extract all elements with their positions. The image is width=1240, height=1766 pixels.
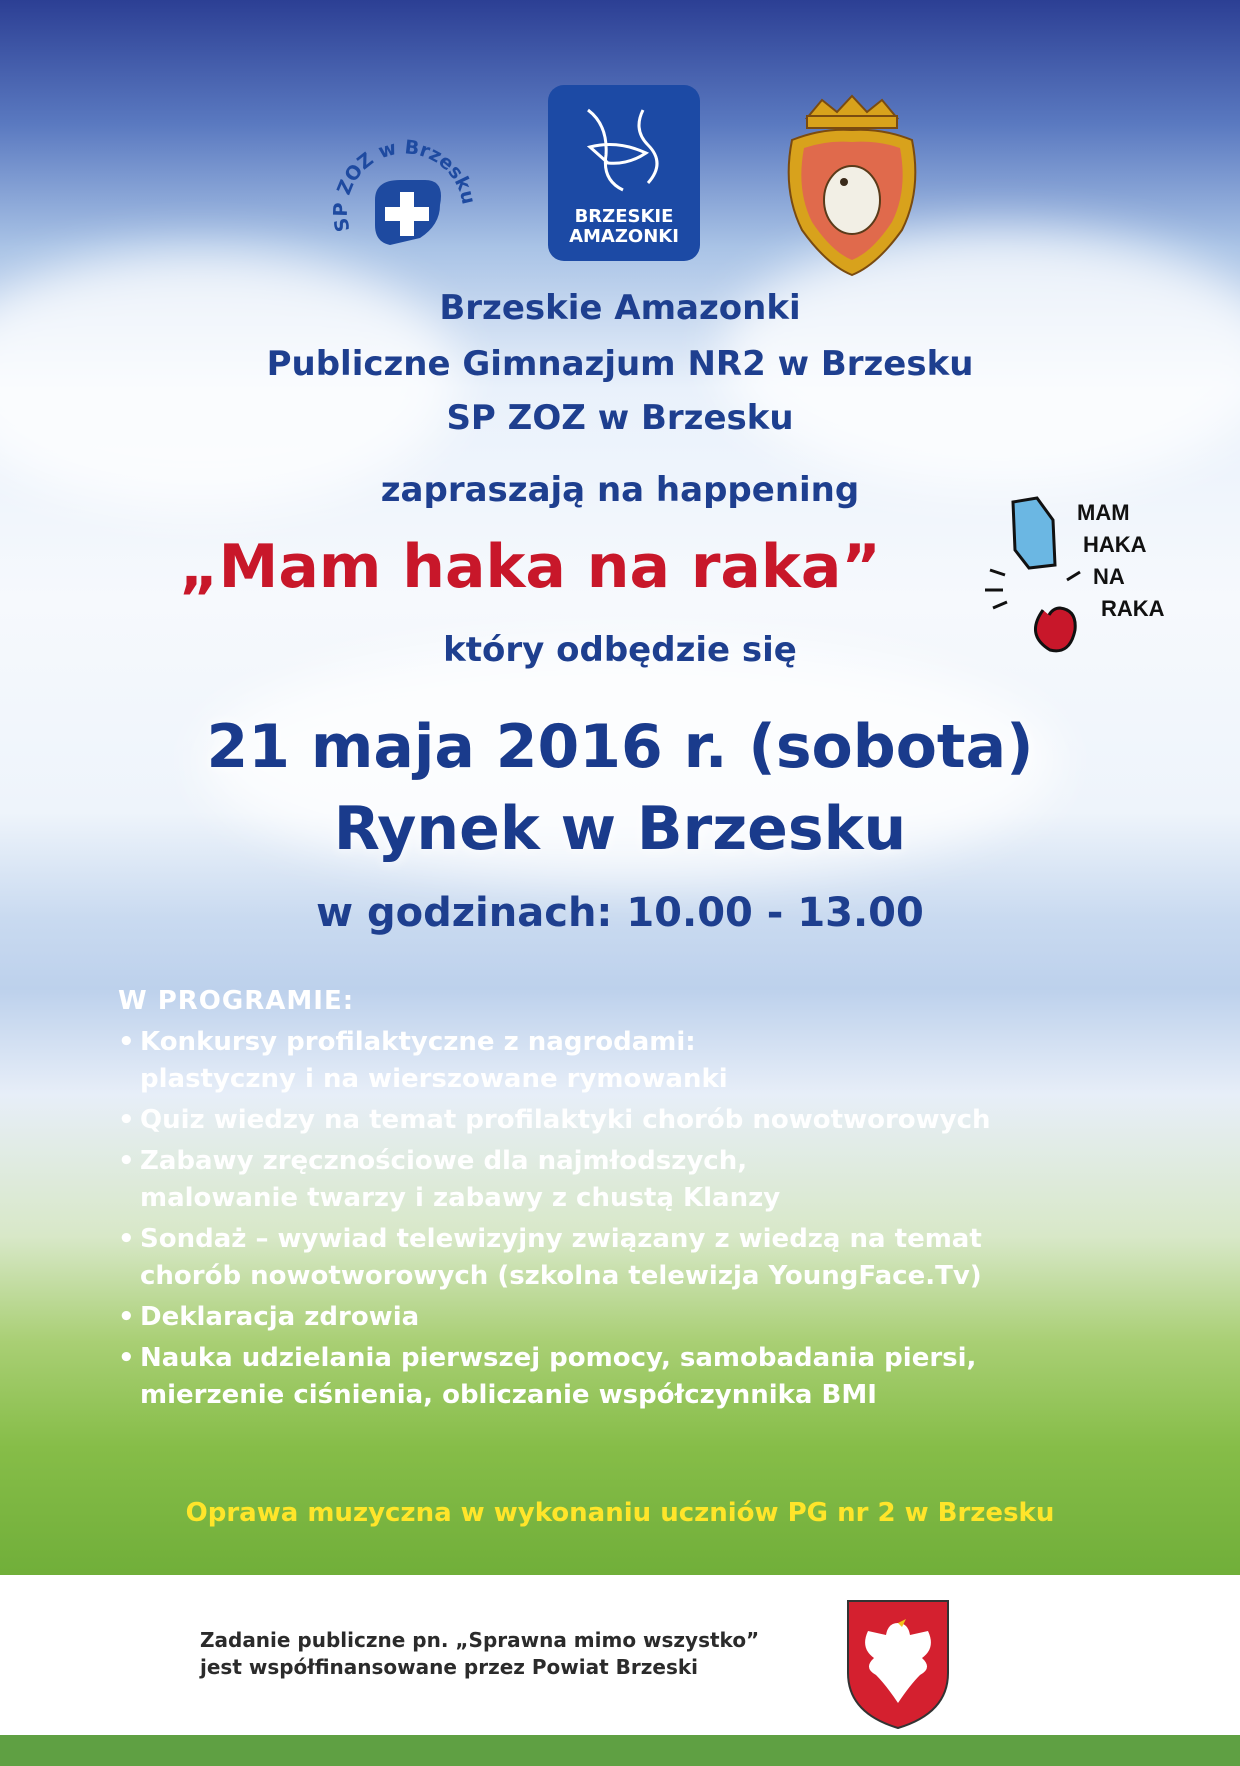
footer-line-2: jest współfinansowane przez Powiat Brzeski [200,1655,698,1679]
program-list [118,1024,1198,1414]
footer [0,1575,1240,1735]
amazon-silhouette-icon [548,85,700,205]
program-item [118,1340,1198,1414]
event-hours: w godzinach: 10.00 - 13.00 [316,890,924,936]
brzeskie-amazonki-logo [548,85,700,261]
program-item-line: malowanie twarzy i zabawy z chustą Klanzy [140,1183,781,1213]
sp-zoz-logo-text: SP ZOZ w Brzesku [330,136,480,234]
campaign-logo-line2: HAKA [1083,532,1147,557]
program-item-line: • Nauka udzielania pierwszej pomocy, samobadania piersi, [140,1343,977,1373]
organizer-2: Publiczne Gimnazjum NR2 w Brzesku [266,344,974,384]
campaign-logo-line4: RAKA [1101,596,1165,621]
program-item-line: chorób nowotworowych (szkolna telewizja YoungFace.Tv) [140,1261,982,1291]
amazonki-logo-line1: BRZESKIE [574,206,674,227]
program-item [118,1299,1198,1336]
powiat-brzeski-eagle-crest-icon [838,1593,958,1733]
event-date: 21 maja 2016 r. (sobota) [206,712,1034,782]
footer-line-1: Zadanie publiczne pn. „Sprawna mimo wszystko” [200,1628,760,1652]
event-title: „Mam haka na raka” [179,532,881,602]
brzesko-coat-of-arms-icon [772,90,932,280]
will-take-place-text: który odbędzie się [443,630,797,670]
program-item [118,1024,1198,1098]
organizer-3: SP ZOZ w Brzesku [446,398,794,438]
footer-green-band [0,1735,1240,1766]
program-item-line: • Quiz wiedzy na temat profilaktyki chorób nowotworowych [140,1105,991,1135]
program-item [118,1102,1198,1139]
program-item [118,1143,1198,1217]
program-heading: W PROGRAMIE: [118,986,355,1016]
program-item-line: • Deklaracja zdrowia [140,1302,420,1332]
event-place: Rynek w Brzesku [333,794,907,864]
amazonki-logo-line2: AMAZONKI [569,226,679,247]
organizer-1: Brzeskie Amazonki [439,288,801,328]
logos-row [0,75,1240,275]
program-item-line: • Zabawy zręcznościowe dla najmłodszych, [140,1146,748,1176]
campaign-logo-line3: NA [1093,564,1125,589]
program-item-line: • Konkursy profilaktyczne z nagrodami: [140,1027,696,1057]
campaign-logo-line1: MAM [1077,500,1130,525]
program-section [118,986,1198,1418]
program-item-line: • Sondaż – wywiad telewizyjny związany z wiedzą na temat [140,1224,982,1254]
music-note: Oprawa muzyczna w wykonaniu uczniów PG nr 2 w Brzesku [185,1498,1055,1528]
program-item [118,1221,1198,1295]
program-item-line: mierzenie ciśnienia, obliczanie współczynnika BMI [140,1380,877,1410]
invite-text: zapraszają na happening [380,470,860,510]
program-item-line: plastyczny i na wierszowane rymowanki [140,1064,728,1094]
sp-zoz-cross-icon [330,130,480,280]
